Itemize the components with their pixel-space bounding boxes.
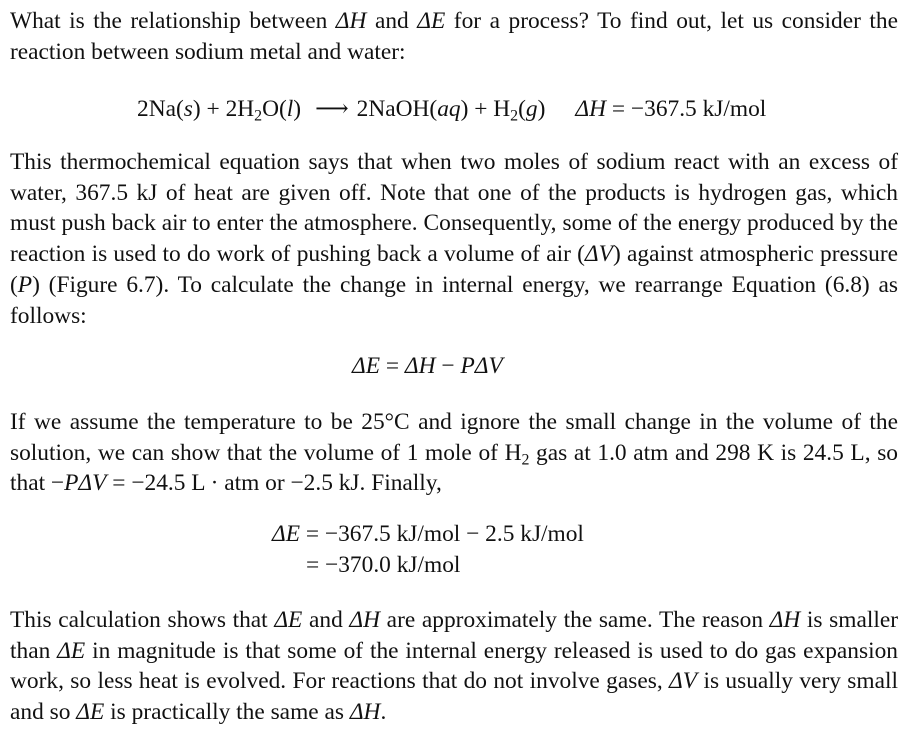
para-text: If we assume the temperature to be 25°C and ignore the small change in the volume of the solution, we can show that the volume of 1 mole of H — [10, 409, 898, 466]
delta-v-symbol: ΔV — [584, 241, 613, 268]
paren: ) — [537, 96, 546, 122]
subscript: 2 — [521, 451, 530, 469]
para-text: is smaller than — [10, 607, 899, 664]
delta-e-symbol: ΔE — [272, 521, 301, 547]
p-delta-v-term: PΔV — [460, 353, 503, 379]
pressure-symbol: P — [17, 271, 33, 298]
para-text: is practically the same as — [104, 699, 350, 726]
intro-text-3: for a process? To find out, let us consider the reaction between sodium metal and water: — [10, 8, 899, 65]
minus-sign: − — [435, 353, 461, 379]
delta-e-symbol: ΔE — [76, 699, 105, 726]
intro-paragraph — [10, 6, 898, 67]
para-text: and — [302, 607, 350, 633]
para-text: = −24.5 L · atm or −2.5 kJ. Finally, — [106, 470, 442, 497]
para-text: is usually very small and so — [10, 668, 898, 726]
para-text: This calculation shows that — [10, 607, 275, 633]
plus-sign: + — [468, 96, 494, 122]
state-gas: g — [525, 96, 538, 122]
plus-sign: + — [200, 96, 226, 122]
delta-e-symbol: ΔE — [352, 353, 381, 379]
subscript: 2 — [510, 107, 519, 125]
reactant-sodium: 2Na( — [137, 96, 184, 122]
delta-h-symbol: ΔH — [404, 353, 436, 379]
result-value: = −370.0 kJ/mol — [306, 552, 461, 578]
para-text: in magnitude is that some of the internal energy released is used to do gas expansion work, so less heat is evolved. For reactions that do not involve gases, — [10, 637, 898, 695]
state-aqueous: aq — [437, 96, 461, 122]
explanation-paragraph — [10, 147, 898, 331]
delta-h-symbol: ΔH — [335, 8, 367, 34]
state-solid: s — [183, 96, 193, 122]
conclusion-paragraph — [10, 605, 898, 728]
assumption-paragraph — [10, 407, 898, 499]
intro-text-1: What is the relationship between — [10, 8, 336, 34]
enthalpy-value: = −367.5 kJ/mol — [606, 96, 767, 122]
state-liquid: l — [286, 96, 294, 122]
p-delta-v-term: PΔV — [64, 470, 107, 497]
reaction-equation — [137, 94, 766, 123]
product-naoh: 2NaOH( — [356, 96, 438, 122]
paren: ) — [293, 96, 302, 122]
para-text: gas at 1.0 atm and 298 K is 24.5 L, so that − — [10, 439, 898, 497]
delta-e-symbol: ΔE — [417, 8, 446, 34]
reaction-arrow: ⟶ — [315, 96, 349, 122]
delta-e-symbol: ΔE — [274, 607, 303, 633]
para-text: This thermochemical equation says that when two moles of sodium react with an excess of water, 367.5 kJ of heat are given off. Note that one of the products is hydrogen gas, which must push back air to enter the atmosphere. Consequently, some of the energy produced by the reaction is used to do work of pushing back a volume of air ( — [10, 149, 898, 268]
delta-h-symbol: ΔH — [349, 607, 381, 633]
para-text: . — [380, 699, 387, 726]
result-expression: = −367.5 kJ/mol − 2.5 kJ/mol — [300, 521, 584, 547]
delta-h-symbol: ΔH — [575, 96, 607, 122]
intro-text-2: and — [366, 8, 418, 34]
paren: ) — [192, 96, 201, 122]
delta-h-symbol: ΔH — [769, 607, 801, 633]
result-equation-line-1 — [272, 521, 584, 548]
para-text: are approximately the same. The reason — [380, 607, 770, 633]
internal-energy-equation — [352, 353, 503, 380]
para-text: ) against atmospheric pressure ( — [10, 241, 899, 298]
result-equation-line-2 — [306, 552, 460, 579]
delta-h-symbol: ΔH — [349, 699, 381, 726]
reactant-water: 2H — [225, 96, 255, 122]
delta-e-symbol: ΔE — [57, 637, 86, 664]
reactant-water-tail: O( — [262, 96, 287, 122]
paren: ) — [460, 96, 469, 122]
equals-sign: = — [380, 353, 405, 379]
para-text: ) (Figure 6.7). To calculate the change in internal energy, we rearrange Equation (6.8) as follows: — [10, 271, 898, 329]
delta-v-symbol: ΔV — [669, 668, 698, 695]
subscript: 2 — [254, 107, 263, 125]
product-hydrogen: H — [493, 96, 511, 122]
paren: ( — [518, 96, 526, 122]
